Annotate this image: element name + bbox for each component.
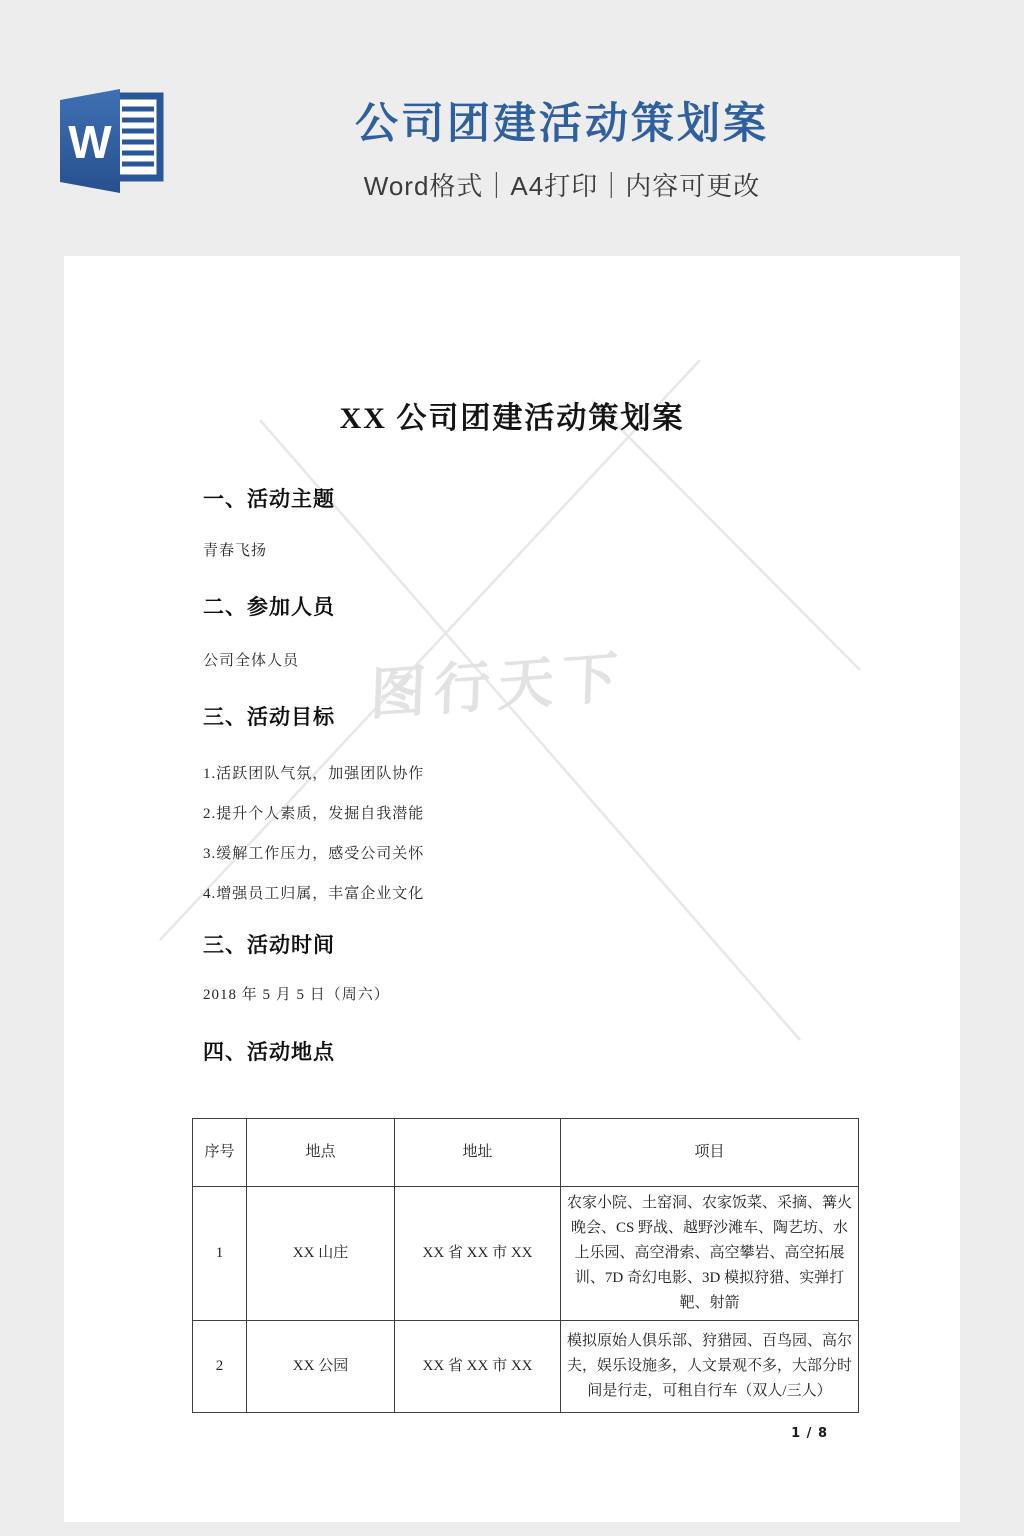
date-text: 2018 年 5 月 5 日（周六） xyxy=(203,987,390,1003)
section-heading-location: 四、活动地点 xyxy=(203,1040,335,1064)
doc-title: XX 公司团建活动策划案 xyxy=(339,402,685,435)
cell-no: 1 xyxy=(193,1187,247,1321)
goal-item: 2.提升个人素质，发掘自我潜能 xyxy=(203,806,425,822)
participants-text: 公司全体人员 xyxy=(203,653,300,669)
column-header-address: 地址 xyxy=(395,1119,561,1187)
table-row xyxy=(193,1321,859,1413)
header xyxy=(0,0,1024,256)
cell-spot: XX 公园 xyxy=(247,1321,395,1413)
document-page xyxy=(64,256,960,1522)
section-heading-theme: 一、活动主题 xyxy=(203,487,335,511)
section-heading-participants: 二、参加人员 xyxy=(203,595,335,619)
column-header-no: 序号 xyxy=(193,1119,247,1187)
theme-text: 青春飞扬 xyxy=(203,543,268,559)
cell-no: 2 xyxy=(193,1321,247,1413)
goal-list xyxy=(64,763,960,905)
table-header-row xyxy=(193,1119,859,1187)
cell-spot: XX 山庄 xyxy=(247,1187,395,1321)
cell-items: 模拟原始人俱乐部、狩猎园、百鸟园、高尔夫，娱乐设施多，人文景观不多，大部分时间是行走，可租自行车（双人/三人） xyxy=(561,1321,859,1413)
section-heading-time: 三、活动时间 xyxy=(203,933,335,957)
page-number: 1 / 8 xyxy=(791,1426,828,1441)
goal-item: 3.缓解工作压力，感受公司关怀 xyxy=(203,846,425,862)
goal-item: 4.增强员工归属，丰富企业文化 xyxy=(203,886,425,902)
page-title: 公司团建活动策划案 xyxy=(355,100,769,148)
header-text xyxy=(100,0,1024,203)
column-header-items: 项目 xyxy=(561,1119,859,1187)
document-content xyxy=(64,401,960,1441)
locations-table xyxy=(192,1118,859,1413)
cell-address: XX 省 XX 市 XX xyxy=(395,1187,561,1321)
goal-item: 1.活跃团队气氛，加强团队协作 xyxy=(203,766,425,782)
cell-address: XX 省 XX 市 XX xyxy=(395,1321,561,1413)
word-icon-letter: W xyxy=(68,116,112,168)
section-heading-goals: 三、活动目标 xyxy=(203,705,335,729)
cell-items: 农家小院、土窑洞、农家饭菜、采摘、篝火晚会、CS 野战、越野沙滩车、陶艺坊、水上乐园、高空滑索、高空攀岩、高空拓展训、7D 奇幻电影、3D 模拟狩猎、实弹打靶、射箭 xyxy=(561,1187,859,1321)
watermark-text: 图行天下 xyxy=(369,646,627,728)
table-row xyxy=(193,1187,859,1321)
page-subtitle: Word格式｜A4打印｜内容可更改 xyxy=(363,171,761,201)
column-header-spot: 地点 xyxy=(247,1119,395,1187)
